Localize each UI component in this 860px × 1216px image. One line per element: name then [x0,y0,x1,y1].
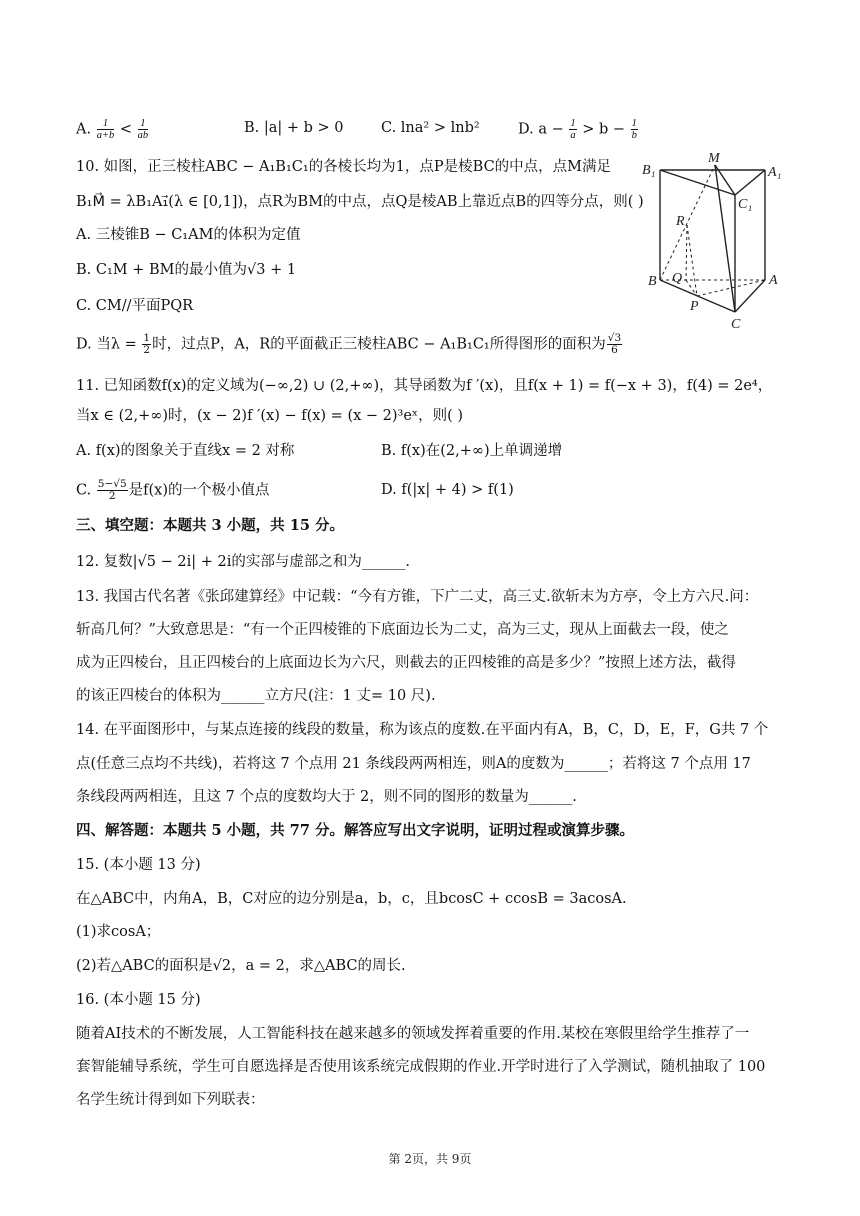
q9-option-b: B. |a| + b > 0 [244,120,344,136]
option-text: D. 当λ = [76,336,142,353]
q11-option-b: B. f(x)在(2,+∞)上单调递增 [381,443,563,459]
numerator: 1 [97,118,115,130]
q15-part1: (1)求cosA； [76,924,161,940]
relation: < [115,121,137,138]
denominator: 6 [611,344,618,356]
numerator: 1 [631,118,637,129]
label-r: R [676,214,685,229]
q9-option-a [76,118,149,141]
q13-line4: 的该正四棱台的体积为______立方尺(注：1 丈= 10 尺). [76,688,436,704]
q16-line1: 随着AI技术的不断发展，人工智能科技在越来越多的领域发挥着重要的作用.某校在寒假里给学生推荐了一 [76,1026,750,1042]
label-a: A [769,273,778,288]
q15-head: 15. (本小题 13 分) [76,857,201,873]
q11-option-a: A. f(x)的图象关于直线x = 2 对称 [76,443,295,459]
numerator: 1 [143,332,151,344]
q11-option-c [76,479,270,502]
q15-line1: 在△ABC中，内角A，B，C对应的边分别是a，b，c，且bcosC + ccosB = 3acosA. [76,891,627,907]
option-text: D. a − [518,121,569,138]
q14-line3: 条线段两两相连，且这 7 个点的度数均大于 2，则不同的图形的数量为______. [76,789,577,805]
q12: 12. 复数|√5 − 2i| + 2i的实部与虚部之和为______. [76,554,410,570]
option-label: C. [76,482,96,499]
fraction [97,118,115,141]
numerator: 1 [570,118,576,129]
section4-heading: 四、解答题：本题共 5 小题，共 77 分。解答应写出文字说明，证明过程或演算步骤。 [76,822,634,839]
segment-bm [660,165,715,280]
label-b: B [648,274,657,289]
prism-figure [640,150,790,330]
label-b1: B₁ [642,163,656,178]
q9-option-c: C. lna² > lnb² [381,120,480,136]
denominator: 2 [108,490,116,502]
edge-ac [735,280,765,312]
denominator: a [570,130,576,141]
edge-a1c1 [735,170,765,195]
q10-line1: 10. 如图，正三棱柱ABC − A₁B₁C₁的各棱长均为1，点P是棱BC的中点，点M满足 [76,159,612,175]
q14-line1: 14. 在平面图形中，与某点连接的线段的数量，称为该点的度数.在平面内有A，B，C，D，E，F，G共 7 个 [76,722,769,738]
label-c1: C₁ [738,197,753,212]
option-text: 时，过点P，A，R的平面截正三棱柱ABC − A₁B₁C₁所得图形的面积为 [152,336,606,353]
label-m: M [708,151,720,166]
fraction [97,479,128,502]
q16-head: 16. (本小题 15 分) [76,992,201,1008]
label-a1: A₁ [768,165,782,180]
q10-option-d [76,333,623,356]
fraction [142,333,151,356]
denominator: 2 [143,344,151,356]
q11-option-d: D. f(|x| + 4) > f(1) [381,482,514,498]
option-text: > b − [577,121,630,138]
segment-rq [686,225,687,280]
q16-line2: 套智能辅导系统，学生可自愿选择是否使用该系统完成假期的作业.开学时进行了入学测试，随机抽取了 100 [76,1059,766,1075]
q11-line1: 11. 已知函数f(x)的定义域为(−∞,2) ∪ (2,+∞)，其导函数为f ′(x)，且f(x + 1) = f(−x + 3)，f(4) = 2e⁴， [76,378,773,394]
segment-mc [715,165,735,312]
label-q: Q [672,271,683,286]
q13-line1: 13. 我国古代名著《张邱建算经》中记载：“今有方锥，下广二丈，高三丈.欲斩末为方亭，令上方六尺.问： [76,589,759,605]
section3-heading: 三、填空题：本题共 3 小题，共 15 分。 [76,517,344,534]
label-c: C [731,317,741,330]
q13-line3: 成为正四棱台，且正四棱台的上底面边长为六尺，则截去的正四棱锥的高是多少？”按照上述方法，截得 [76,655,736,671]
fraction [631,118,638,141]
q15-part2: (2)若△ABC的面积是√2，a = 2，求△ABC的周长. [76,958,406,974]
option-text: 是f(x)的一个极小值点 [128,482,270,499]
fraction [138,118,149,141]
q10-option-b: B. C₁M + BM的最小值为√3 + 1 [76,262,297,278]
fraction [569,118,576,141]
q16-line3: 名学生统计得到如下列联表： [76,1092,265,1108]
q10-line2: B₁M⃗ = λB₁A₁⃗(λ ∈ [0,1])，点R为BM的中点，点Q是棱AB上靠近点B的四等分点，则( ) [76,194,644,210]
label-p: P [690,299,699,314]
denominator: a+b [96,130,115,141]
q13-line2: 斩高几何？”大致意思是：“有一个正四棱锥的下底面边长为二丈，高为三丈，现从上面截去一段，使之 [76,622,729,638]
option-label: A. [76,121,96,138]
q10-option-a: A. 三棱锥B − C₁AM的体积为定值 [76,227,301,243]
numerator: 5−√5 [97,478,127,490]
q9-option-d [518,118,639,141]
segment-rp [687,225,697,296]
numerator: √3 [607,332,622,344]
q14-line2: 点(任意三点均不共线)，若将这 7 个点用 21 条线段两两相连，则A的度数为______；若将这 7 个点用 17 [76,756,751,772]
fraction [607,333,622,356]
denominator: ab [137,130,149,141]
q10-option-c: C. CM//平面PQR [76,298,194,314]
edge-b1c1 [660,170,735,195]
denominator: b [631,130,637,141]
q11-line2: 当x ∈ (2,+∞)时，(x − 2)f ′(x) − f(x) = (x − 2)³eˣ，则( ) [76,408,463,424]
page-footer: 第 2页，共 9页 [388,1152,472,1166]
numerator: 1 [138,118,149,130]
